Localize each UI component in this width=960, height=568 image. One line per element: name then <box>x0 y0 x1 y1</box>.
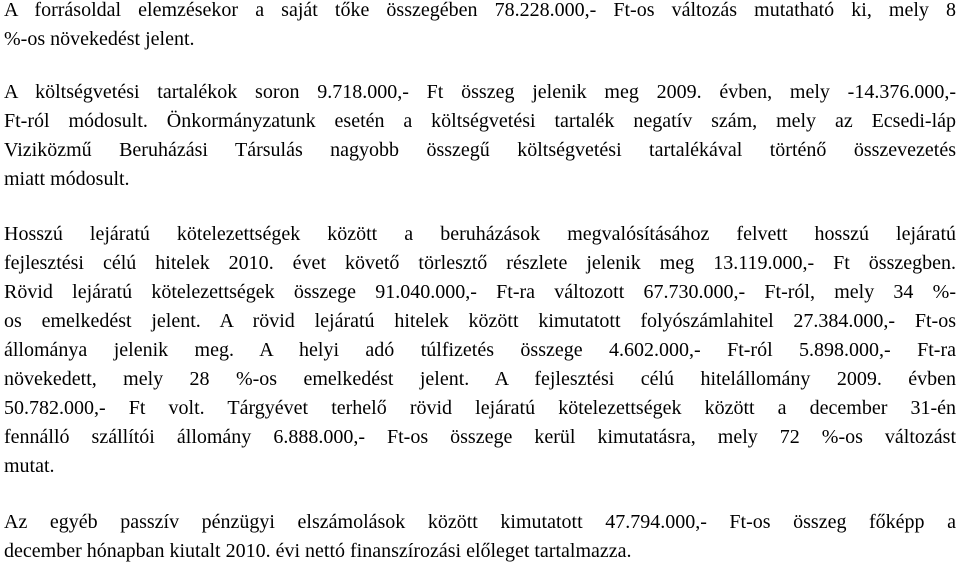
text-line: A költségvetési tartalékok soron 9.718.000,- Ft összeg jelenik meg 2009. évben, mely -14.376.000,- <box>4 81 956 103</box>
text-line: növekedett, mely 28 %-os emelkedést jelent. A fejlesztési célú hitelállomány 2009. évben <box>4 368 956 390</box>
text-line: fennálló szállítói állomány 6.888.000,- Ft-os összege kerül kimutatásra, mely 72 %-os változást <box>4 426 956 448</box>
text-line: mutat. <box>4 455 55 477</box>
text-line: Rövid lejáratú kötelezettségek összege 91.040.000,- Ft-ra változott 67.730.000,- Ft-ról, mely 34 %- <box>4 281 956 303</box>
paragraph-budget-reserves <box>4 78 956 194</box>
paragraph-equity-change <box>4 0 956 54</box>
paragraph-passive-accounts <box>4 508 956 566</box>
paragraph-liabilities <box>4 220 956 481</box>
text-line: Az egyéb passzív pénzügyi elszámolások között kimutatott 47.794.000,- Ft-os összeg főképp a <box>4 511 956 533</box>
text-line: 50.782.000,- Ft volt. Tárgyévet terhelő rövid lejáratú kötelezettségek között a december 31-én <box>4 397 956 419</box>
text-line: %-os növekedést jelent. <box>4 28 195 50</box>
text-line: Viziközmű Beruházási Társulás nagyobb összegű költségvetési tartalékával történő összevezetés <box>4 139 956 161</box>
text-line: fejlesztési célú hitelek 2010. évet követő törlesztő részlete jelenik meg 13.119.000,- Ft összegben. <box>4 252 956 274</box>
text-line: Hosszú lejáratú kötelezettségek között a beruházások megvalósításához felvett hosszú lejáratú <box>4 223 956 245</box>
text-line: os emelkedést jelent. A rövid lejáratú hitelek között kimutatott folyószámlahitel 27.384.000,- Ft-os <box>4 310 956 332</box>
text-line: A forrásoldal elemzésekor a saját tőke összegében 78.228.000,- Ft-os változás mutatható ki, mely 8 <box>4 0 956 21</box>
text-line: miatt módosult. <box>4 168 130 190</box>
text-line: Ft-ról módosult. Önkormányzatunk esetén a költségvetési tartalék negatív szám, mely az Ecsedi-láp <box>4 110 956 132</box>
text-line: állománya jelenik meg. A helyi adó túlfizetés összege 4.602.000,- Ft-ról 5.898.000,- Ft-ra <box>4 339 956 361</box>
text-line: december hónapban kiutalt 2010. évi nettó finanszírozási előleget tartalmazza. <box>4 540 632 562</box>
